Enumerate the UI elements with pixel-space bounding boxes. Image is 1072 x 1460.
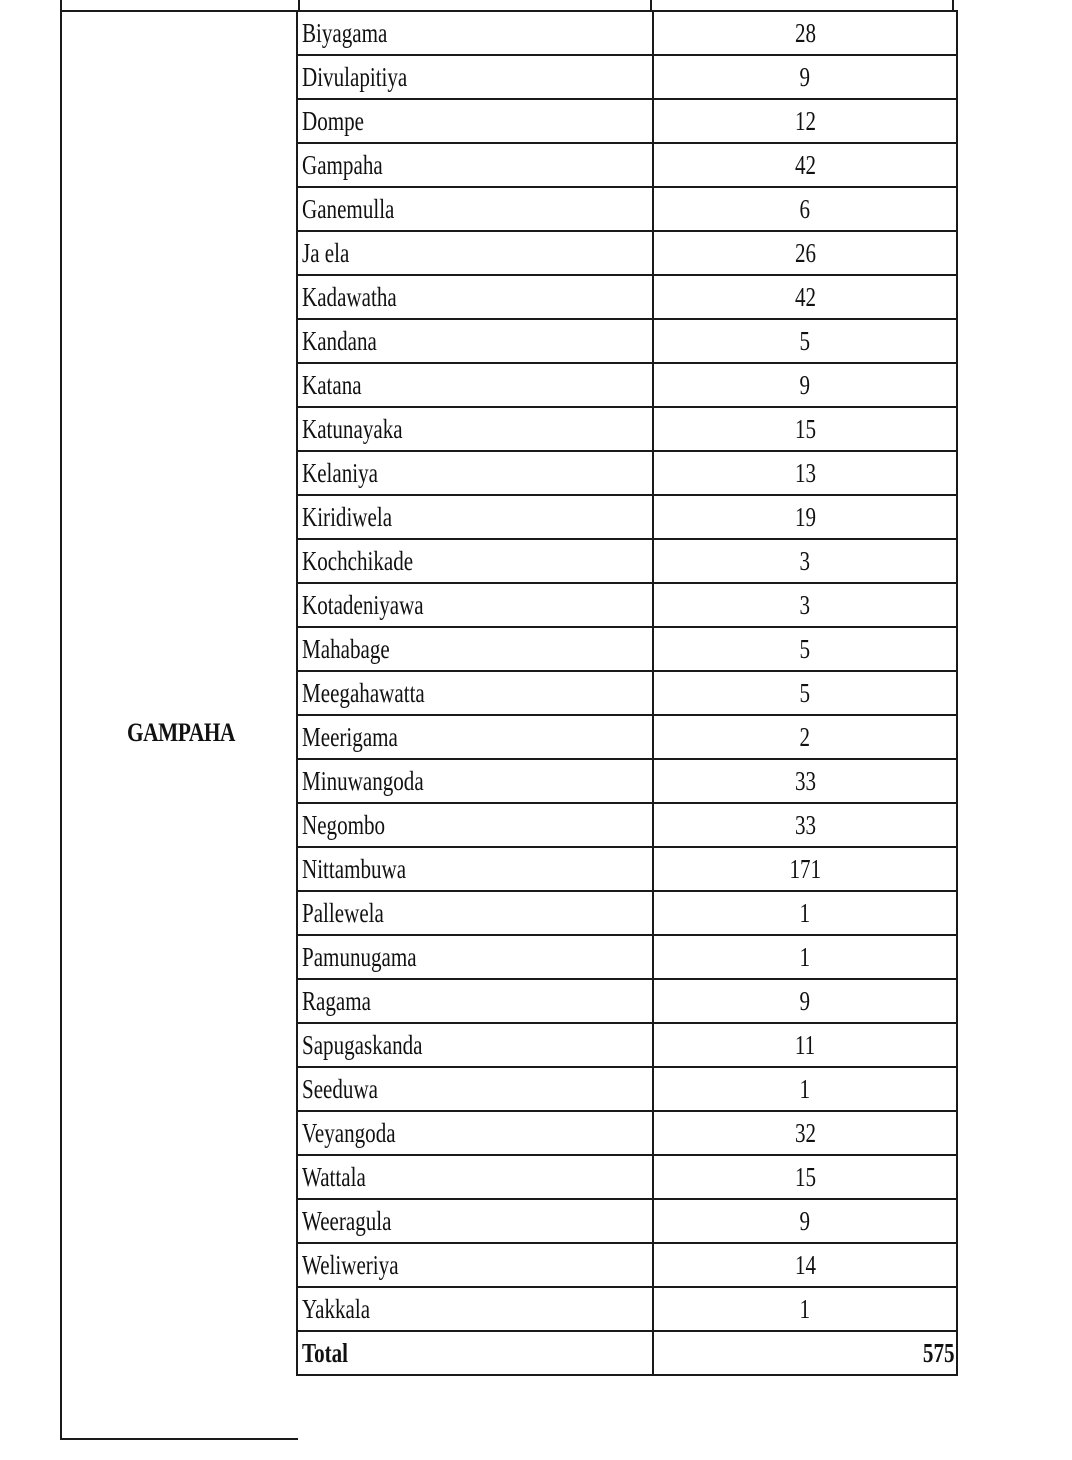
count-value: 5 <box>799 634 811 664</box>
count-value: 1 <box>799 1074 811 1104</box>
count-cell <box>653 671 957 715</box>
count-value: 9 <box>799 986 811 1016</box>
place-name-cell <box>297 363 653 407</box>
count-cell <box>653 1155 957 1199</box>
count-cell <box>653 187 957 231</box>
place-name-cell <box>297 539 653 583</box>
place-name-cell <box>297 759 653 803</box>
place-name-cell <box>297 99 653 143</box>
place-rows <box>297 11 957 1375</box>
place-name-cell <box>297 1243 653 1287</box>
place-name-cell <box>297 1155 653 1199</box>
count-cell <box>653 759 957 803</box>
table-row <box>297 803 957 847</box>
place-name: Minuwangoda <box>302 766 424 796</box>
place-name-cell <box>297 407 653 451</box>
count-cell <box>653 847 957 891</box>
place-name: Dompe <box>302 106 364 136</box>
count-value: 33 <box>794 766 816 796</box>
count-value: 171 <box>789 854 821 884</box>
count-value: 11 <box>794 1030 816 1060</box>
place-name-cell <box>297 231 653 275</box>
place-name-cell <box>297 1287 653 1331</box>
table-row <box>297 1243 957 1287</box>
table-row <box>297 451 957 495</box>
count-value: 5 <box>799 326 811 356</box>
table-row <box>297 99 957 143</box>
count-cell <box>653 99 957 143</box>
place-name-cell <box>297 583 653 627</box>
count-value: 33 <box>794 810 816 840</box>
count-value: 42 <box>794 282 816 312</box>
count-value: 3 <box>799 590 811 620</box>
count-cell <box>653 803 957 847</box>
count-cell <box>653 11 957 55</box>
count-value: 14 <box>794 1250 816 1280</box>
count-cell <box>653 891 957 935</box>
table-row <box>297 627 957 671</box>
place-name-cell <box>297 803 653 847</box>
district-cell <box>60 10 298 1440</box>
count-value: 13 <box>794 458 816 488</box>
count-cell <box>653 495 957 539</box>
place-name: Gampaha <box>302 150 383 180</box>
district-name: GAMPAHA <box>126 718 236 747</box>
place-name: Katunayaka <box>302 414 403 444</box>
table-row <box>297 935 957 979</box>
place-name: Biyagama <box>302 18 388 48</box>
count-cell <box>653 583 957 627</box>
place-name: Ragama <box>302 986 372 1016</box>
count-value: 9 <box>799 62 811 92</box>
place-name: Kadawatha <box>302 282 397 312</box>
count-cell <box>653 1023 957 1067</box>
total-label-cell <box>297 1331 653 1375</box>
count-value: 12 <box>794 106 816 136</box>
place-name-cell <box>297 1067 653 1111</box>
count-cell <box>653 979 957 1023</box>
table-row <box>297 1023 957 1067</box>
count-value: 2 <box>799 722 811 752</box>
place-name-cell <box>297 275 653 319</box>
count-cell <box>653 451 957 495</box>
count-value: 15 <box>794 414 816 444</box>
place-name: Sapugaskanda <box>302 1030 423 1060</box>
count-value: 9 <box>799 370 811 400</box>
place-name-cell <box>297 1199 653 1243</box>
table-row <box>297 495 957 539</box>
count-value: 3 <box>799 546 811 576</box>
count-value: 28 <box>794 18 816 48</box>
table-row <box>297 979 957 1023</box>
place-name: Pallewela <box>302 898 384 928</box>
count-value: 5 <box>799 678 811 708</box>
count-cell <box>653 231 957 275</box>
place-name-cell <box>297 715 653 759</box>
place-name: Negombo <box>302 810 386 840</box>
count-value: 32 <box>794 1118 816 1148</box>
place-name: Weeragula <box>302 1206 392 1236</box>
count-cell <box>653 319 957 363</box>
table-row <box>297 759 957 803</box>
count-value: 1 <box>799 1294 811 1324</box>
place-name-cell <box>297 451 653 495</box>
count-value: 6 <box>799 194 811 224</box>
table-row <box>297 363 957 407</box>
count-cell <box>653 407 957 451</box>
place-name-cell <box>297 495 653 539</box>
count-value: 1 <box>799 942 811 972</box>
count-cell <box>653 55 957 99</box>
place-name: Meerigama <box>302 722 398 752</box>
count-cell <box>653 363 957 407</box>
count-value: 42 <box>794 150 816 180</box>
table-row <box>297 1067 957 1111</box>
place-name-cell <box>297 187 653 231</box>
place-name-cell <box>297 1023 653 1067</box>
count-cell <box>653 1111 957 1155</box>
count-cell <box>653 1199 957 1243</box>
count-cell <box>653 935 957 979</box>
table-row <box>297 891 957 935</box>
place-name-cell <box>297 891 653 935</box>
table-row <box>297 715 957 759</box>
place-name: Pamunugama <box>302 942 417 972</box>
count-value: 19 <box>794 502 816 532</box>
place-name-cell <box>297 55 653 99</box>
count-value: 15 <box>794 1162 816 1192</box>
table-row <box>297 407 957 451</box>
place-name-cell <box>297 935 653 979</box>
place-name: Kiridiwela <box>302 502 393 532</box>
count-cell <box>653 1067 957 1111</box>
place-name: Nittambuwa <box>302 854 407 884</box>
count-cell <box>653 1243 957 1287</box>
total-label: Total <box>302 1338 349 1368</box>
count-cell <box>653 627 957 671</box>
count-value: 9 <box>799 1206 811 1236</box>
table-row <box>297 55 957 99</box>
table-row <box>297 11 957 55</box>
table-row <box>297 275 957 319</box>
place-name-cell <box>297 979 653 1023</box>
table-row <box>297 583 957 627</box>
place-name: Mahabage <box>302 634 390 664</box>
table-row <box>297 671 957 715</box>
count-value: 26 <box>794 238 816 268</box>
place-name: Seeduwa <box>302 1074 379 1104</box>
table-row <box>297 1111 957 1155</box>
district-table <box>60 0 952 1440</box>
count-cell <box>653 275 957 319</box>
place-name-cell <box>297 847 653 891</box>
place-name: Kandana <box>302 326 377 356</box>
table-row <box>297 143 957 187</box>
place-name: Katana <box>302 370 362 400</box>
table-row <box>297 1155 957 1199</box>
count-value: 1 <box>799 898 811 928</box>
place-name: Yakkala <box>302 1294 371 1324</box>
table-row <box>297 231 957 275</box>
count-cell <box>653 715 957 759</box>
place-name: Weliweriya <box>302 1250 399 1280</box>
place-name-cell <box>297 1111 653 1155</box>
count-cell <box>653 539 957 583</box>
place-name: Kochchikade <box>302 546 414 576</box>
table-row <box>297 1199 957 1243</box>
total-row <box>297 1331 957 1375</box>
place-name: Ganemulla <box>302 194 395 224</box>
place-name-cell <box>297 627 653 671</box>
place-name: Wattala <box>302 1162 366 1192</box>
total-value-cell <box>653 1331 957 1375</box>
place-name: Ja ela <box>302 238 350 268</box>
count-cell <box>653 143 957 187</box>
place-name: Veyangoda <box>302 1118 396 1148</box>
place-name: Divulapitiya <box>302 62 408 92</box>
place-name: Meegahawatta <box>302 678 425 708</box>
table-row <box>297 1287 957 1331</box>
place-name-cell <box>297 143 653 187</box>
place-name-cell <box>297 319 653 363</box>
table-row <box>297 187 957 231</box>
table-row <box>297 847 957 891</box>
place-name-cell <box>297 671 653 715</box>
place-name: Kotadeniyawa <box>302 590 424 620</box>
total-value: 575 <box>922 1338 954 1368</box>
place-name-cell <box>297 11 653 55</box>
table-row <box>297 539 957 583</box>
place-name: Kelaniya <box>302 458 379 488</box>
count-cell <box>653 1287 957 1331</box>
place-count-table <box>296 10 958 1376</box>
table-row <box>297 319 957 363</box>
